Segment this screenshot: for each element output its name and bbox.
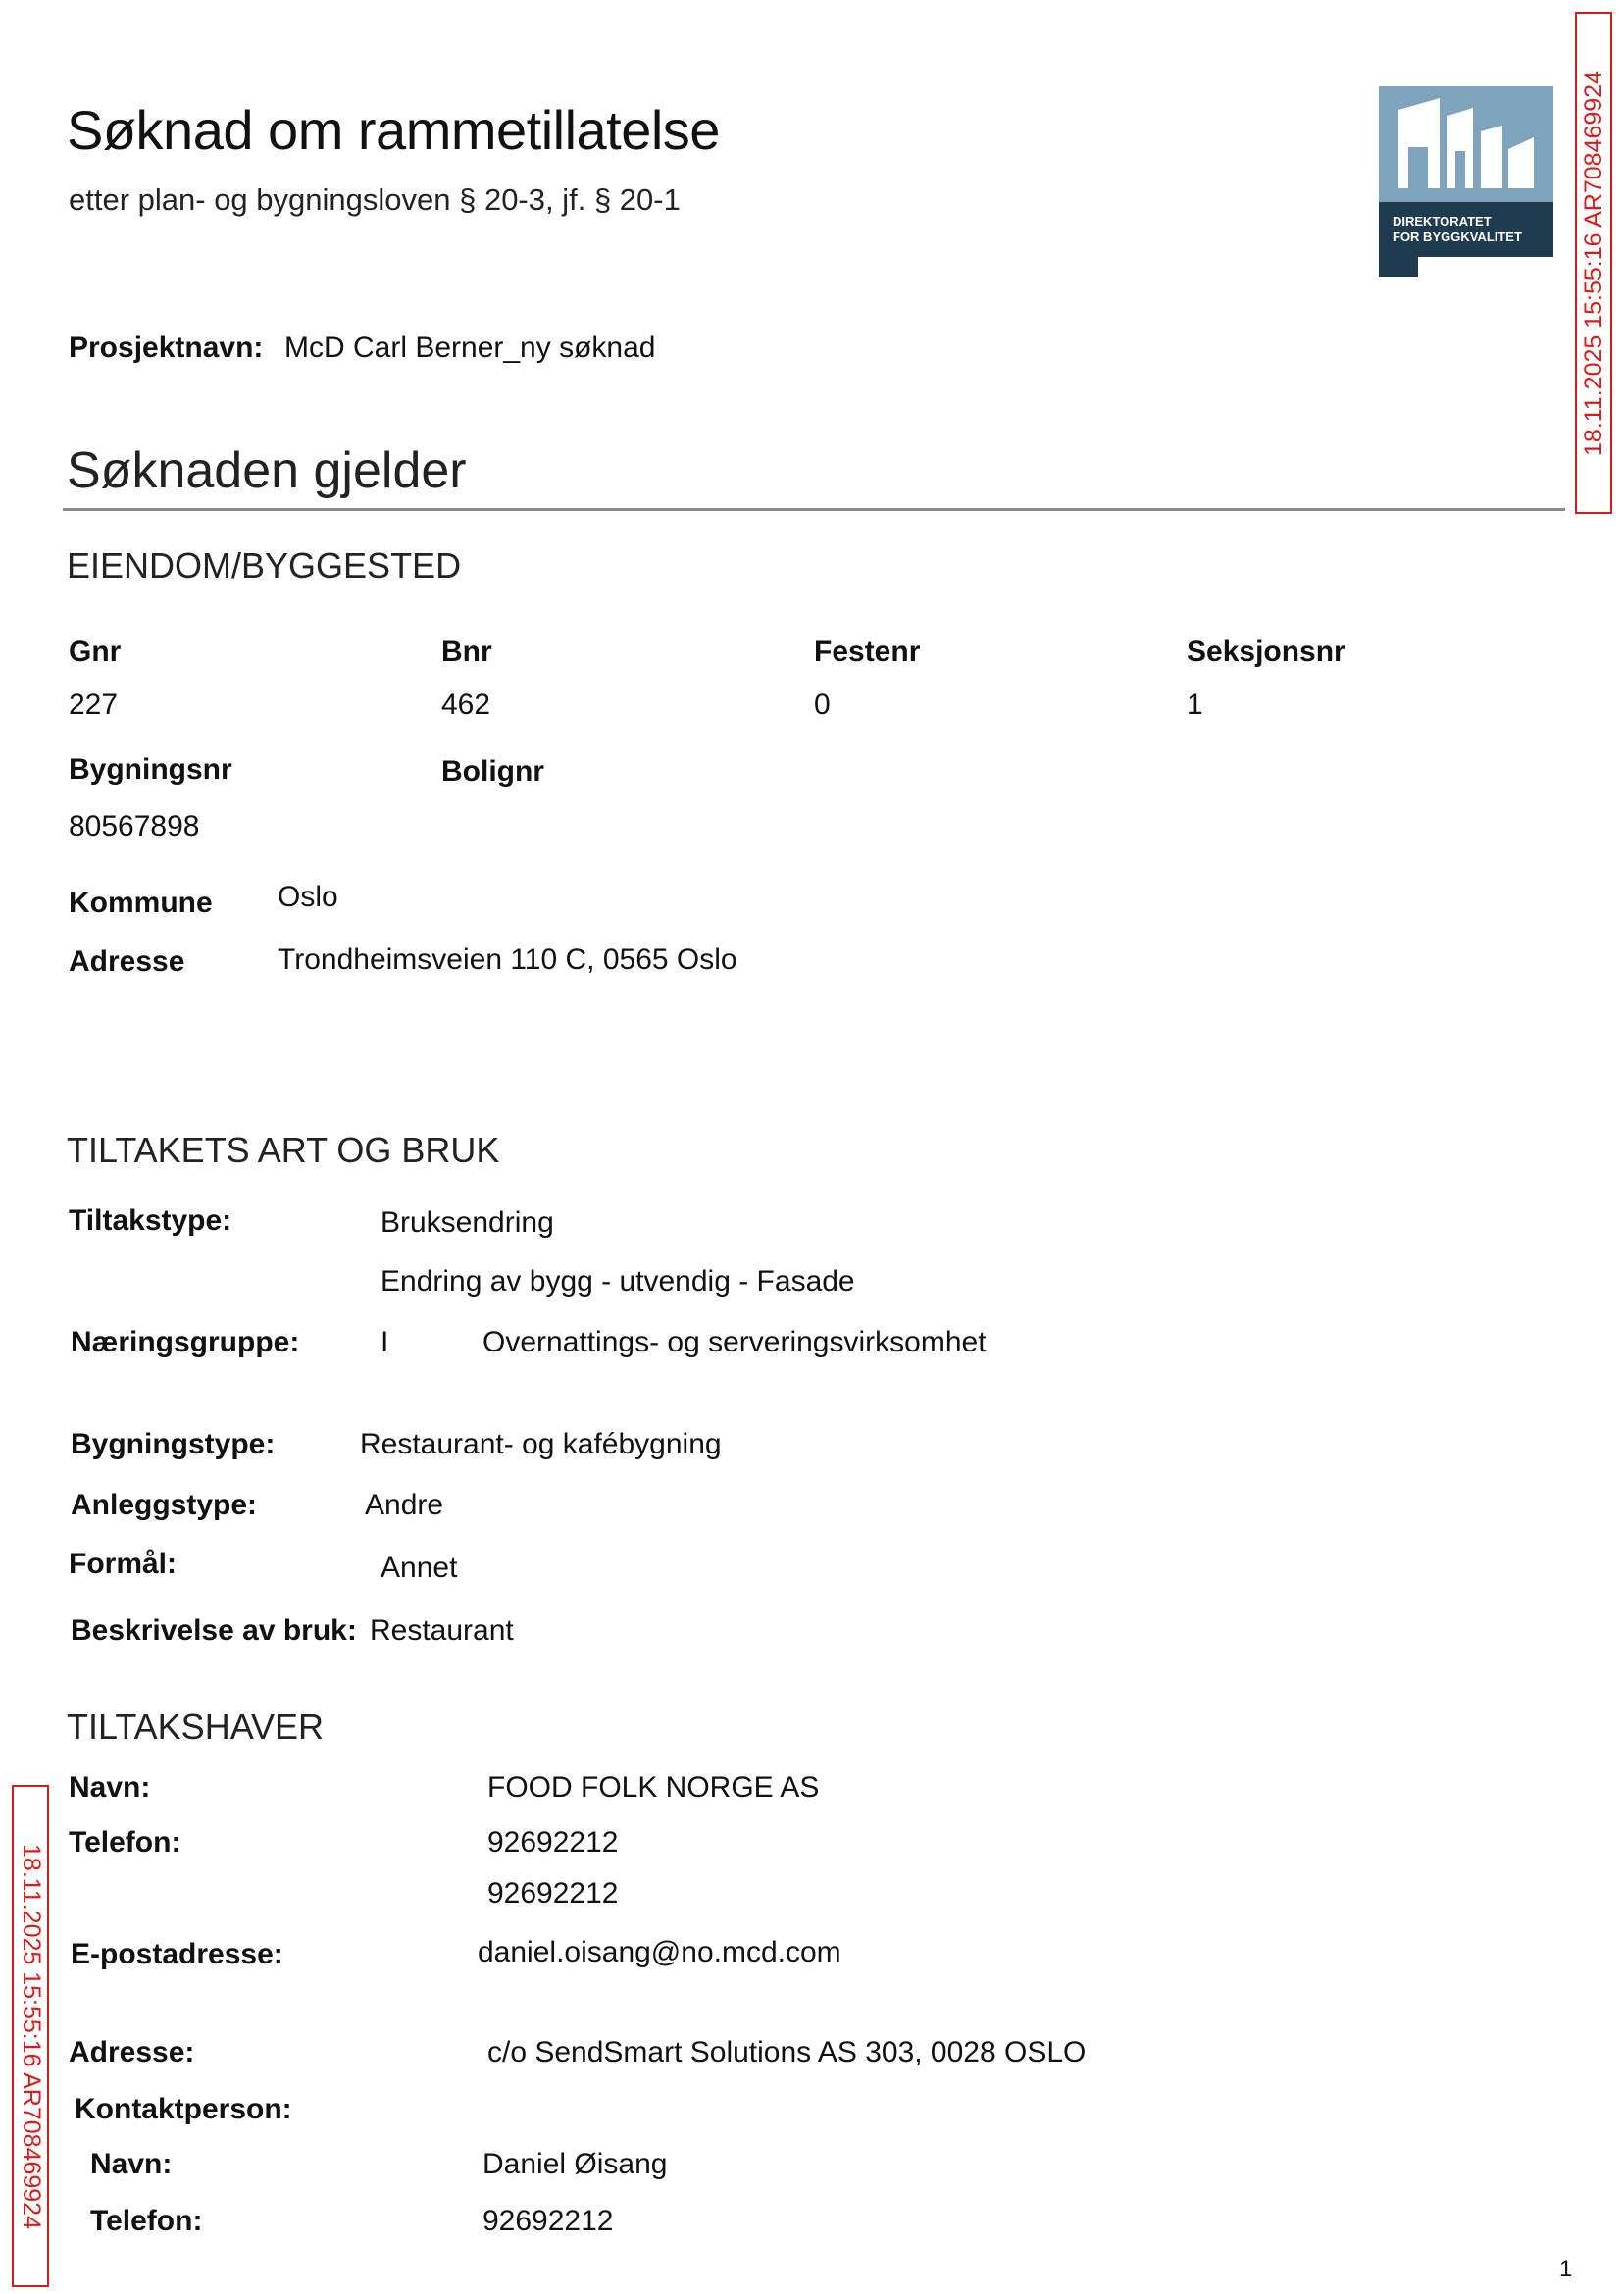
- bnr-value: 462: [441, 688, 491, 721]
- tiltak-heading: TILTAKETS ART OG BRUK: [67, 1130, 500, 1170]
- kontaktperson-telefon-label: Telefon:: [90, 2205, 203, 2237]
- bygningstype-value: Restaurant- og kafébygning: [360, 1428, 722, 1460]
- bygningsnr-value: 80567898: [69, 810, 200, 842]
- received-stamp-left: 18.11.2025 15:55:16 AR708469924: [12, 1785, 49, 2287]
- festenr-value: 0: [814, 688, 831, 721]
- page-number: 1: [1559, 2256, 1573, 2282]
- tiltakshaver-navn-label: Navn:: [69, 1771, 151, 1804]
- bygningstype-label: Bygningstype:: [71, 1428, 276, 1460]
- adresse-value: Trondheimsveien 110 C, 0565 Oslo: [278, 943, 737, 976]
- tiltakshaver-epost-value: daniel.oisang@no.mcd.com: [478, 1936, 841, 1968]
- project-name-label: Prosjektnavn:: [69, 331, 264, 364]
- svg-text:FOR BYGGKVALITET: FOR BYGGKVALITET: [1393, 229, 1522, 244]
- tiltakshaver-epost-label: E-postadresse:: [71, 1938, 283, 1970]
- kommune-label: Kommune: [69, 887, 213, 919]
- dibk-logo: [1379, 86, 1553, 279]
- gnr-label: Gnr: [69, 636, 122, 668]
- adresse-label: Adresse: [69, 945, 185, 978]
- gnr-value: 227: [69, 688, 119, 721]
- seksjonsnr-label: Seksjonsnr: [1187, 636, 1345, 668]
- document-subtitle: etter plan- og bygningsloven § 20-3, jf. § 20-1: [69, 182, 681, 217]
- naeringsgruppe-value: Overnattings- og serveringsvirksomhet: [482, 1326, 987, 1358]
- formal-value: Annet: [381, 1552, 458, 1584]
- project-name-value: McD Carl Berner_ny søknad: [284, 331, 656, 364]
- bygningsnr-label: Bygningsnr: [69, 753, 232, 786]
- tiltakshaver-navn-value: FOOD FOLK NORGE AS: [487, 1771, 820, 1804]
- tiltakshaver-telefon-value-2: 92692212: [487, 1877, 619, 1910]
- kontaktperson-navn-value: Daniel Øisang: [482, 2148, 668, 2180]
- tiltakstype-label: Tiltakstype:: [69, 1204, 232, 1237]
- bnr-label: Bnr: [441, 636, 492, 668]
- anleggstype-value: Andre: [365, 1489, 444, 1521]
- tiltakshaver-adresse-value: c/o SendSmart Solutions AS 303, 0028 OSLO: [487, 2036, 1087, 2068]
- property-heading: EIENDOM/BYGGESTED: [67, 545, 462, 586]
- beskrivelse-label: Beskrivelse av bruk:: [71, 1614, 357, 1647]
- formal-label: Formål:: [69, 1548, 178, 1580]
- received-stamp-right: 18.11.2025 15:55:16 AR708469924: [1575, 12, 1612, 514]
- section-title: Søknaden gjelder: [67, 442, 467, 499]
- naeringsgruppe-label: Næringsgruppe:: [71, 1326, 300, 1358]
- bolignr-label: Bolignr: [441, 755, 544, 788]
- kontaktperson-label: Kontaktperson:: [75, 2093, 292, 2125]
- kontaktperson-telefon-value: 92692212: [482, 2205, 614, 2237]
- kommune-value: Oslo: [278, 881, 338, 913]
- anleggstype-label: Anleggstype:: [71, 1489, 258, 1521]
- seksjonsnr-value: 1: [1187, 688, 1203, 721]
- festenr-label: Festenr: [814, 636, 921, 668]
- tiltakshaver-telefon-label: Telefon:: [69, 1826, 181, 1859]
- tiltakstype-value-2: Endring av bygg - utvendig - Fasade: [381, 1265, 855, 1298]
- kontaktperson-navn-label: Navn:: [90, 2148, 173, 2180]
- section-divider: [63, 508, 1565, 511]
- tiltakshaver-adresse-label: Adresse:: [69, 2036, 195, 2068]
- naeringsgruppe-code: I: [381, 1326, 389, 1358]
- svg-text:DIREKTORATET: DIREKTORATET: [1393, 214, 1492, 229]
- tiltakshaver-heading: TILTAKSHAVER: [67, 1707, 325, 1747]
- beskrivelse-value: Restaurant: [370, 1614, 514, 1647]
- tiltakstype-value-1: Bruksendring: [381, 1206, 554, 1239]
- tiltakshaver-telefon-value-1: 92692212: [487, 1826, 619, 1859]
- document-title: Søknad om rammetillatelse: [67, 99, 720, 161]
